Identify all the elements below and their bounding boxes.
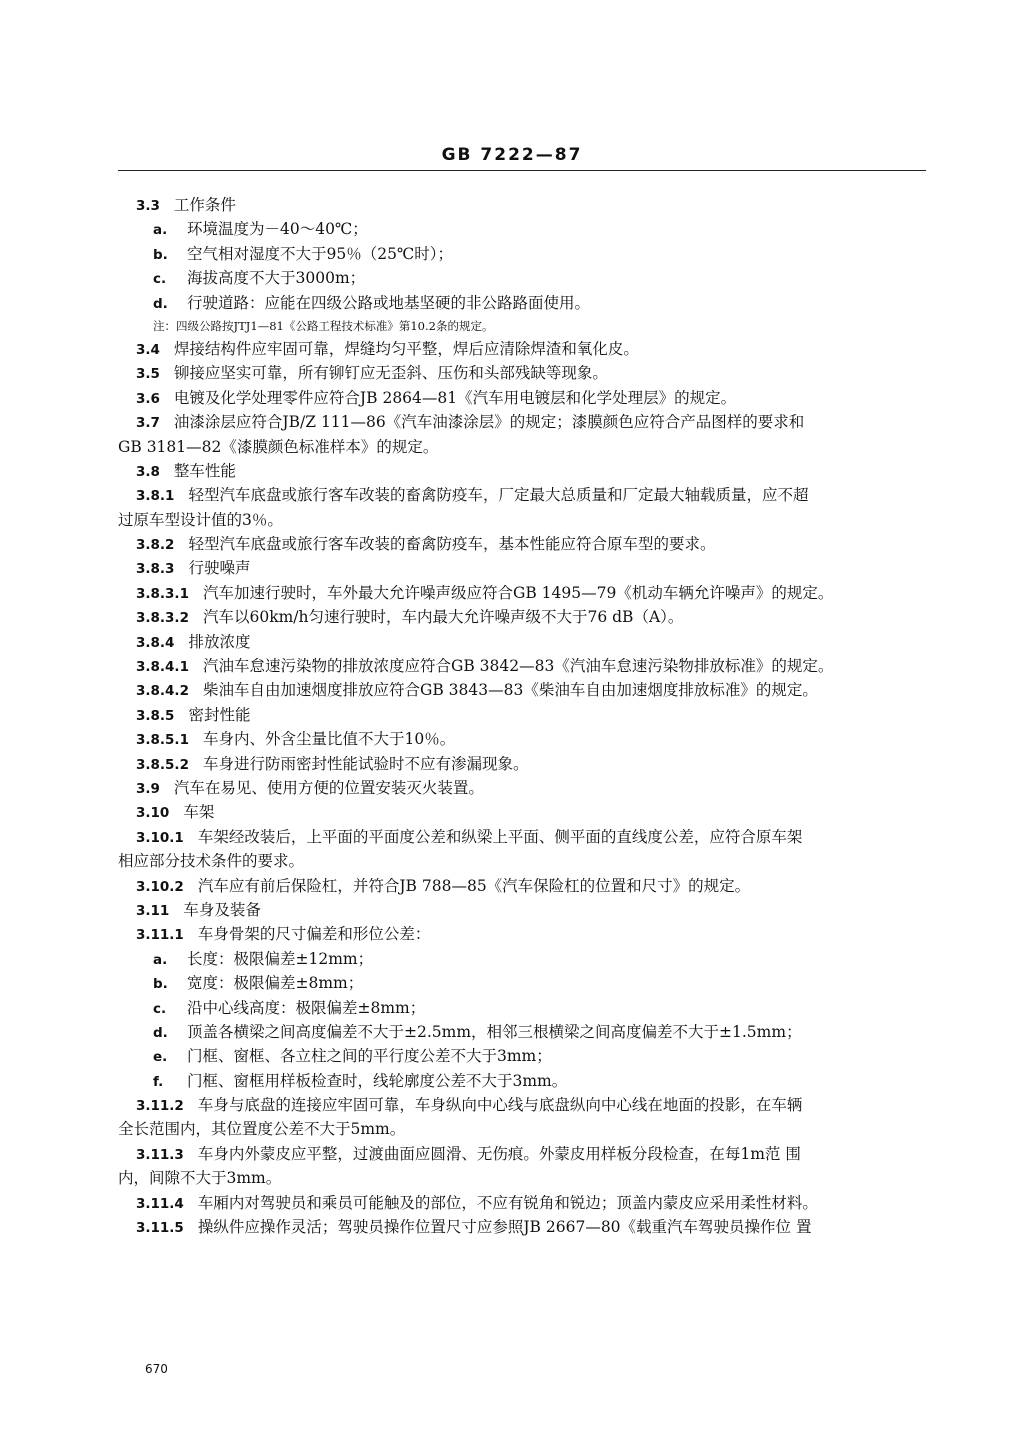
list-item-label: e. xyxy=(153,1049,168,1066)
list-item-text: 沿中心线高度：极限偏差±8mm； xyxy=(187,998,426,1017)
list-item-text: 长度：极限偏差±12mm； xyxy=(187,949,374,968)
clause-text: 车身与底盘的连接应牢固可靠，车身纵向中心线与底盘纵向中心线在地面的投影，在车辆 xyxy=(197,1096,803,1115)
clause-line xyxy=(0,410,1024,434)
list-item-text: 环境温度为－40～40℃； xyxy=(187,220,368,239)
clause-number: 3.8.3.1 xyxy=(136,585,189,602)
list-item-text: 海拔高度不大于3000m； xyxy=(187,269,366,288)
clause-number: 3.6 xyxy=(136,390,160,407)
list-item xyxy=(0,947,1024,971)
clause-line xyxy=(0,1215,1024,1239)
clause-text: 汽车应有前后保险杠，并符合JB 788—85《汽车保险杠的位置和尺寸》的规定。 xyxy=(197,876,751,895)
document-header: GB 7222—87 xyxy=(441,145,583,165)
clause-number: 3.4 xyxy=(136,341,160,358)
clause-line xyxy=(0,483,1024,507)
clause-number: 3.8.5 xyxy=(136,707,175,724)
clause-line xyxy=(0,727,1024,751)
clause-text: 整车性能 xyxy=(173,461,236,480)
clause-line xyxy=(0,361,1024,385)
clause-number: 3.8.4 xyxy=(136,634,175,651)
clause-text: 工作条件 xyxy=(173,196,236,214)
list-item xyxy=(0,217,1024,241)
list-item-text: 顶盖各横梁之间高度偏差不大于±2.5mm，相邻三根横梁之间高度偏差不大于±1.5mm； xyxy=(187,1022,802,1041)
clause-text: 车身骨架的尺寸偏差和形位公差： xyxy=(197,925,431,944)
clause-line xyxy=(0,1191,1024,1215)
clause-number: 3.8.5.2 xyxy=(136,756,189,773)
clause-line xyxy=(0,654,1024,678)
clause-number: 3.5 xyxy=(136,366,160,383)
clause-number: 3.9 xyxy=(136,780,160,797)
clause-line xyxy=(0,581,1024,605)
clause-number: 3.8.3.2 xyxy=(136,610,189,627)
clause-text: 焊接结构件应牢固可靠，焊缝均匀平整，焊后应清除焊渣和氧化皮。 xyxy=(173,339,639,358)
clause-line xyxy=(0,874,1024,898)
clause-number: 3.8.2 xyxy=(136,537,175,554)
list-item-label: b. xyxy=(153,246,168,263)
clause-text: 汽车加速行驶时，车外最大允许噪声级应符合GB 1495—79《机动车辆允许噪声》的规定。 xyxy=(202,583,834,602)
clause-text: 车身内、外含尘量比值不大于10％。 xyxy=(202,730,456,749)
clause-text: 车厢内对驾驶员和乘员可能触及的部位，不应有锐角和锐边；顶盖内蒙皮应采用柔性材料。 xyxy=(197,1193,818,1212)
list-item xyxy=(0,996,1024,1020)
list-item-label: a. xyxy=(153,222,168,239)
continuation-line: GB 3181—82《漆膜颜色标准样本》的规定。 xyxy=(118,437,439,456)
clause-text: 柴油车自由加速烟度排放应符合GB 3843—83《柴油车自由加速烟度排放标准》的规定。 xyxy=(202,681,818,700)
clause-text: 轻型汽车底盘或旅行客车改装的畜禽防疫车，厂定最大总质量和厂定最大轴载质量，应不超 xyxy=(188,486,809,505)
clause-line xyxy=(0,193,1024,217)
continuation-line: 内，间隙不大于3mm。 xyxy=(118,1169,282,1188)
header-rule xyxy=(118,170,926,171)
list-item xyxy=(0,242,1024,266)
clause-text: 铆接应坚实可靠，所有铆钉应无歪斜、压伤和头部残缺等现象。 xyxy=(173,364,608,383)
list-item-text: 行驶道路：应能在四级公路或地基坚硬的非公路路面使用。 xyxy=(187,293,591,312)
clause-line xyxy=(0,752,1024,776)
list-item-text: 宽度：极限偏差±8mm； xyxy=(187,974,364,993)
clause-number: 3.8 xyxy=(136,463,160,480)
list-item xyxy=(0,291,1024,315)
clause-number: 3.10 xyxy=(136,805,170,822)
clause-line xyxy=(0,630,1024,654)
clause-number: 3.11 xyxy=(136,902,170,919)
clause-number: 3.10.1 xyxy=(136,829,184,846)
clause-text: 油漆涂层应符合JB/Z 111—86《汽车油漆涂层》的规定；漆膜颜色应符合产品图样的要求和 xyxy=(173,413,805,432)
list-item-label: c. xyxy=(153,1000,167,1017)
clause-text: 汽车在易见、使用方便的位置安装灭火装置。 xyxy=(173,778,484,797)
clause-line xyxy=(0,922,1024,946)
clause-line xyxy=(0,1142,1024,1166)
list-item-text: 门框、窗框、各立柱之间的平行度公差不大于3mm； xyxy=(187,1047,552,1066)
continuation-line: 过原车型设计值的3％。 xyxy=(118,510,283,529)
clause-line xyxy=(0,678,1024,702)
continuation-line: 全长范围内，其位置度公差不大于5mm。 xyxy=(118,1120,406,1139)
clause-number: 3.8.3 xyxy=(136,561,175,578)
clause-number: 3.11.3 xyxy=(136,1146,184,1163)
clause-number: 3.11.4 xyxy=(136,1195,184,1212)
clause-text: 车身内外蒙皮应平整，过渡曲面应圆滑、无伤痕。外蒙皮用样板分段检查，在每1m范 围 xyxy=(197,1144,801,1163)
list-item-label: d. xyxy=(153,295,168,312)
clause-line xyxy=(0,703,1024,727)
note-line: 注：四级公路按JTJ1—81《公路工程技术标准》第10.2条的规定。 xyxy=(153,318,494,333)
clause-text: 轻型汽车底盘或旅行客车改装的畜禽防疫车，基本性能应符合原车型的要求。 xyxy=(188,535,716,554)
clause-line xyxy=(0,1093,1024,1117)
clause-line xyxy=(0,556,1024,580)
list-item xyxy=(0,971,1024,995)
list-item-text: 空气相对湿度不大于95％（25℃时）； xyxy=(187,244,454,263)
clause-number: 3.3 xyxy=(136,198,160,214)
clause-line xyxy=(0,800,1024,824)
clause-number: 3.7 xyxy=(136,415,160,432)
clause-number: 3.11.2 xyxy=(136,1098,184,1115)
clause-text: 电镀及化学处理零件应符合JB 2864—81《汽车用电镀层和化学处理层》的规定。 xyxy=(173,388,737,407)
list-item-text: 门框、窗框用样板检查时，线轮廓度公差不大于3mm。 xyxy=(187,1071,568,1090)
clause-text: 车身进行防雨密封性能试验时不应有渗漏现象。 xyxy=(202,754,529,773)
clause-text: 操纵件应操作灵活；驾驶员操作位置尺寸应参照JB 2667—80《载重汽车驾驶员操作位 置 xyxy=(197,1218,812,1237)
list-item-label: f. xyxy=(153,1073,164,1090)
clause-text: 车身及装备 xyxy=(183,900,261,919)
clause-number: 3.11.5 xyxy=(136,1220,184,1237)
clause-line xyxy=(0,337,1024,361)
document-body xyxy=(0,193,1024,1239)
clause-line xyxy=(0,459,1024,483)
clause-text: 密封性能 xyxy=(188,705,251,724)
list-item xyxy=(0,1044,1024,1068)
clause-text: 车架经改装后，上平面的平面度公差和纵梁上平面、侧平面的直线度公差，应符合原车架 xyxy=(197,827,803,846)
clause-number: 3.8.5.1 xyxy=(136,732,189,749)
list-item xyxy=(0,266,1024,290)
clause-text: 行驶噪声 xyxy=(188,559,251,578)
clause-number: 3.8.1 xyxy=(136,488,175,505)
clause-text: 车架 xyxy=(183,803,215,822)
continuation-line: 相应部分技术条件的要求。 xyxy=(118,852,305,871)
clause-line xyxy=(0,776,1024,800)
clause-number: 3.10.2 xyxy=(136,878,184,895)
clause-number: 3.11.1 xyxy=(136,927,184,944)
clause-text: 汽车以60km/h匀速行驶时，车内最大允许噪声级不大于76 dB（A）。 xyxy=(202,608,684,627)
clause-line xyxy=(0,825,1024,849)
page-number: 670 xyxy=(145,1362,168,1376)
clause-number: 3.8.4.2 xyxy=(136,683,189,700)
clause-line xyxy=(0,532,1024,556)
clause-text: 排放浓度 xyxy=(188,632,251,651)
clause-line xyxy=(0,898,1024,922)
clause-number: 3.8.4.1 xyxy=(136,659,189,676)
list-item xyxy=(0,1020,1024,1044)
list-item xyxy=(0,1069,1024,1093)
list-item-label: c. xyxy=(153,271,167,288)
list-item-label: d. xyxy=(153,1024,168,1041)
clause-line xyxy=(0,605,1024,629)
clause-line xyxy=(0,386,1024,410)
list-item-label: b. xyxy=(153,976,168,993)
clause-text: 汽油车怠速污染物的排放浓度应符合GB 3842—83《汽油车怠速污染物排放标准》的规定。 xyxy=(202,657,834,676)
list-item-label: a. xyxy=(153,951,168,968)
